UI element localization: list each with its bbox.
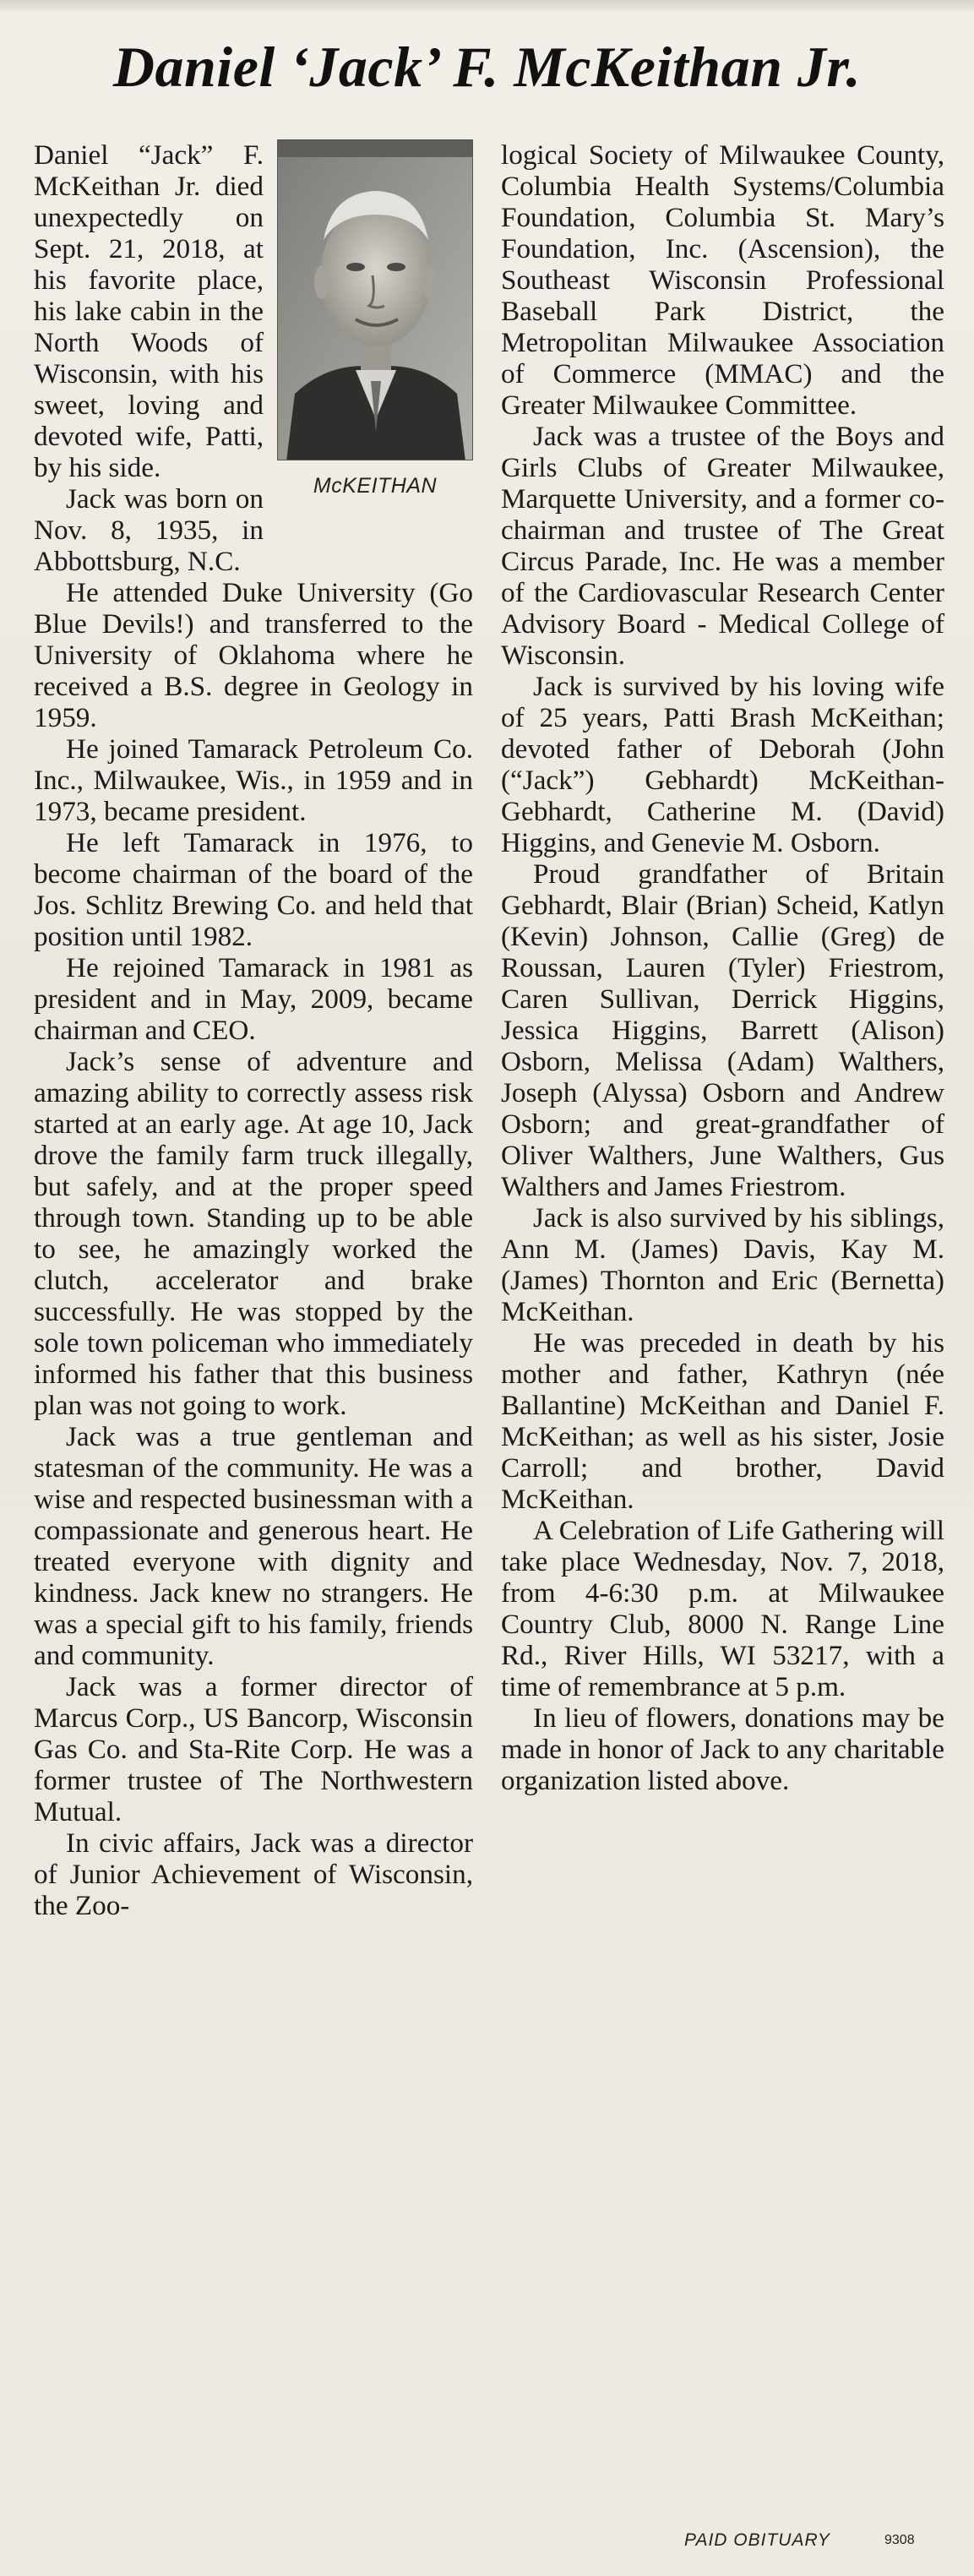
portrait-caption: McKEITHAN [313,474,438,498]
paragraph-schlitz: He left Tamarack in 1976, to become chairman of the board of the Jos. Schlitz Brewing Co. and held that position until 1982. [34,827,473,952]
paid-obituary-label: PAID OBITUARY [684,2530,830,2550]
paragraph-preceded: He was preceded in death by his mother and father, Kathryn (née Ballantine) McKeithan and Daniel F. McKeithan; as well as his sister, Josie Carroll; and brother, David McKeithan. [501,1327,944,1515]
paragraph-tamarack: He joined Tamarack Petroleum Co. Inc., Milwaukee, Wis., in 1959 and in 1973, became president. [34,733,473,827]
paragraph-education: He attended Duke University (Go Blue Devils!) and transferred to the University of Oklahoma where he received a B.S. degree in Geology in 1959. [34,577,473,733]
paragraph-celebration: A Celebration of Life Gathering will take place Wednesday, Nov. 7, 2018, from 4-6:30 p.m. at Milwaukee Country Club, 8000 N. Range Line Rd., River Hills, WI 53217, with a time of remembrance at 5 p.m. [501,1515,944,1702]
portrait-illustration [278,140,473,460]
paragraph-trustee: Jack was a trustee of the Boys and Girls Clubs of Greater Milwaukee, Marquette University, and a former co-chairman and trustee of The Great Circus Parade, Inc. He was a member of the Cardiovascular Research Center Advisory Board - Medical College of Wisconsin. [501,421,944,671]
paragraph-siblings: Jack is also survived by his siblings, Ann M. (James) Davis, Kay M. (James) Thornton and Eric (Bernetta) McKeithan. [501,1202,944,1327]
paragraph-birth: Jack was born on Nov. 8, 1935, in Abbottsburg, N.C. [34,483,264,577]
right-column [501,139,944,1796]
left-column [34,139,473,1921]
obituary-headline: Daniel ‘Jack’ F. McKeithan Jr. [112,35,862,99]
paragraph-civic: In civic affairs, Jack was a director of Junior Achievement of Wisconsin, the Zoo- [34,1827,473,1921]
paragraph-memorials: In lieu of flowers, donations may be made in honor of Jack to any charitable organization listed above. [501,1702,944,1796]
paragraph-grandchildren: Proud grandfather of Britain Gebhardt, Blair (Brian) Scheid, Katlyn (Kevin) Johnson, Callie (Greg) de Roussan, Lauren (Tyler) Friestrom, Caren Sullivan, Derrick Higgins, Jessica Higgins, Barrett (Alison) Osborn, Melissa (Adam) Walthers, Joseph (Alyssa) Osborn and Andrew Osborn; and great-grandfather of Oliver Walthers, June Walthers, Gus Walthers and James Friestrom. [501,858,944,1202]
paragraph-survived: Jack is survived by his loving wife of 25 years, Patti Brash McKeithan; devoted father of Deborah (John (“Jack”) Gebhardt) McKeithan-Gebhardt, Catherine M. (David) Higgins, and Genevie M. Osborn. [501,671,944,858]
previous-article-edge [0,0,974,12]
paragraph-rejoined: He rejoined Tamarack in 1981 as president and in May, 2009, became chairman and CEO. [34,952,473,1046]
portrait-block [277,139,473,515]
paragraph-opening: Daniel “Jack” F. McKeithan Jr. died unexpectedly on Sept. 21, 2018, at his favorite place, his lake cabin in the North Woods of Wisconsin, with his sweet, loving and devoted wife, Patti, by his side. [34,139,264,483]
paragraph-gentleman: Jack was a true gentleman and statesman of the community. He was a wise and respected businessman with a compassionate and generous heart. He treated everyone with dignity and kindness. Jack knew no strangers. He was a special gift to his family, friends and community. [34,1421,473,1671]
paragraph-adventure: Jack’s sense of adventure and amazing ability to correctly assess risk started at an early age. At age 10, Jack drove the family farm truck illegally, but safely, and at the proper speed through town. Standing up to be able to see, he amazingly worked the clutch, accelerator and brake successfully. He was stopped by the sole town policeman who immediately informed his father that this business plan was not going to work. [34,1046,473,1421]
ad-code: 9308 [884,2533,915,2547]
paragraph-directorships: Jack was a former director of Marcus Corp., US Bancorp, Wisconsin Gas Co. and Sta-Rite Corp. He was a former trustee of The Northwestern Mutual. [34,1671,473,1827]
portrait-photo [277,139,473,460]
paragraph-civic-continued: logical Society of Milwaukee County, Columbia Health Systems/Columbia Foundation, Columbia St. Mary’s Foundation, Inc. (Ascension), the Southeast Wisconsin Professional Baseball Park District, the Metropolitan Milwaukee Association of Commerce (MMAC) and the Greater Milwaukee Committee. [501,139,944,421]
